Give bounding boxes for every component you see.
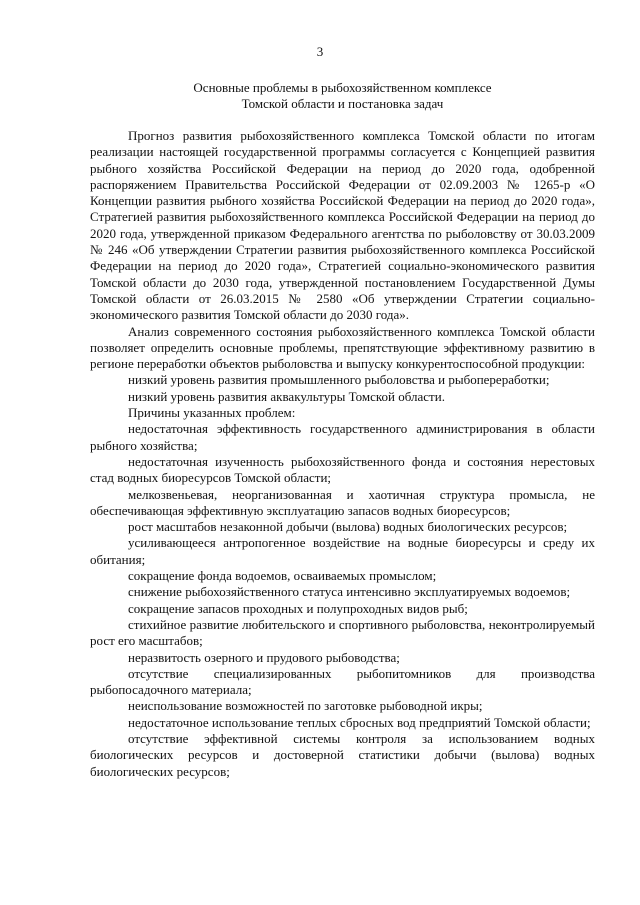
list-item: низкий уровень развития аквакультуры Томской области. xyxy=(128,388,445,404)
list-item: неиспользование возможностей по заготовке рыбоводной икры; xyxy=(128,698,483,714)
section-title-line-2: Томской области и постановка задач xyxy=(241,96,444,111)
paragraph-forecast: Прогноз развития рыбохозяйственного комплекса Томской области по итогам реализации настоящей государственной программы согласуется с Концепцией развития рыбного хозяйства Российской Федерации на период до 2020 года, одобренной распоряжением Правительства Российской Федерации от 02.09.2003 № 1265-р «О Концепции развития рыбного хозяйства Российской Федерации на период до 2020 года», Стратегией развития рыбохозяйственного комплекса Российской Федерации на период до 2020 года, утвержденной приказом Федерального агентства по рыболовству от 30.03.2009 № 246 «Об утверждении Стратегии развития рыбохозяйственного комплекса Российской Федерации на период до 2020 года», Стратегией социально-экономического развития Томской области до 2030 года, утвержденной постановлением Государственной Думы Томской области от 26.03.2015 № 2580 «Об утверждении Стратегии социально-экономического развития Томской области до 2030 года». xyxy=(90,128,595,323)
list-item: рост масштабов незаконной добычи (вылова) водных биологических ресурсов; xyxy=(128,519,568,535)
list-item: отсутствие специализированных рыбопитомников для производства рыбопосадочного материала; xyxy=(90,665,595,698)
list-item: усиливающееся антропогенное воздействие на водные биоресурсы и среду их обитания; xyxy=(90,535,595,567)
list-item: недостаточная эффективность государственного администрирования в области рыбного хозяйства; xyxy=(90,421,595,453)
page-number: 3 xyxy=(316,44,324,59)
section-title-line-1: Основные проблемы в рыбохозяйственном комплексе xyxy=(193,80,492,95)
list-item: неразвитость озерного и прудового рыбоводства; xyxy=(128,649,400,665)
list-item: мелкозвеньевая, неорганизованная и хаотичная структура промысла, не обеспечивающая эффективную эксплуатацию запасов водных биоресурсов; xyxy=(90,486,595,518)
list-item: недостаточное использование теплых сбросных вод предприятий Томской области; xyxy=(128,714,591,730)
list-item: низкий уровень развития промышленного рыболовства и рыбопереработки; xyxy=(128,372,550,388)
paragraph-causes-heading: Причины указанных проблем: xyxy=(128,405,296,421)
paragraph-analysis: Анализ современного состояния рыбохозяйственного комплекса Томской области позволяет определить основные проблемы, препятствующие эффективному развитию в регионе переработки объектов рыболовства и выпуску конкурентоспособной продукции: xyxy=(90,323,595,372)
list-item: снижение рыбохозяйственного статуса интенсивно эксплуатируемых водоемов; xyxy=(128,584,571,600)
list-item: сокращение фонда водоемов, осваиваемых промыслом; xyxy=(128,568,437,584)
list-item: недостаточная изученность рыбохозяйственного фонда и состояния нерестовых стад водных биоресурсов Томской области; xyxy=(90,453,595,486)
document-body xyxy=(90,128,595,780)
list-item: сокращение запасов проходных и полупроходных видов рыб; xyxy=(128,600,468,616)
list-item: отсутствие эффективной системы контроля за использованием водных биологических ресурсов и достоверной статистики добычи (вылова) водных биологических ресурсов; xyxy=(90,730,595,779)
section-title xyxy=(90,80,595,112)
list-item: стихийное развитие любительского и спортивного рыболовства, неконтролируемый рост его масштабов; xyxy=(90,616,595,649)
